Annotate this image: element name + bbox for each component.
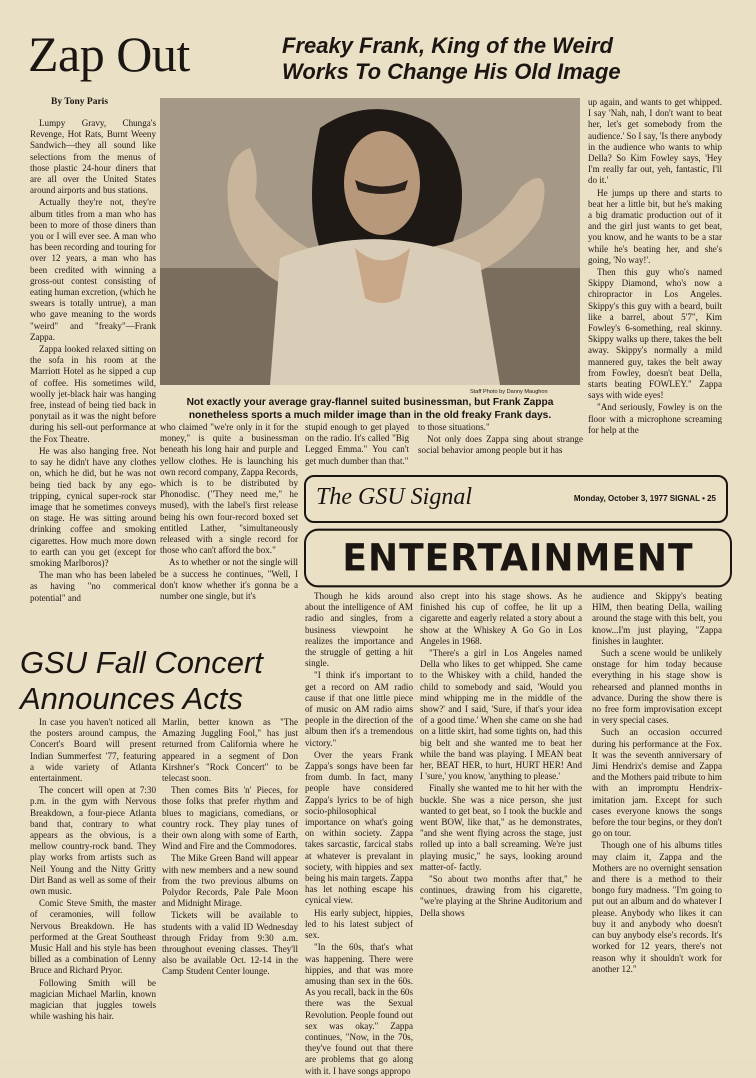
paragraph: In case you haven't noticed all the posters around campus, the Concert's Board will present Indian Summerfest '77, featuring a wide variety of Atlanta entertainment.	[30, 717, 156, 784]
headline-sub	[282, 33, 621, 85]
paragraph: Zappa looked relaxed sitting on the sofa in his room at the Marriott Hotel as he sipped a cup of coffee. His sometimes wild, woolly jet-black hair was hanging free, instead of being tied back in ponytail as it was the night before during his sell-out performance at the Fox Theatre.	[30, 344, 156, 444]
paragraph: stupid enough to get played on the radio. It's called "Big Legged Emma." You can't get much dumber than that."	[305, 422, 409, 466]
headline-main: Zap Out	[28, 26, 190, 82]
paragraph: Lumpy Gravy, Chunga's Revenge, Hot Rats, Burnt Weeny Sandwich—they all sound like selections from the menus of those plastic 24-hour diners that are all over the United States around airports and bus stations.	[30, 118, 156, 196]
paragraph: Though one of his albums titles may claim it, Zappa and the Mothers are no overnight sensation and there is a method to their bongo fury madness. "I'm going to put out an album and do whatever I please. Anybody who likes it can buy it and anybody who doesn't can buy anybody else's records. It's worked for 12 years, there's not reason why it shouldn't work for another 12."	[592, 840, 722, 974]
paragraph: Then comes Bits 'n' Pieces, for those folks that prefer rhythm and blues to magicians, comedians, or country rock. They play tunes of their own along with some of Earth, Wind and Fire and the Commodores.	[162, 785, 298, 852]
zappa-column-3-bottom	[305, 591, 413, 1078]
zappa-column-5-bottom	[592, 591, 722, 976]
paragraph: "In the 60s, that's what was happening. There were hippies, and that was more amusing than sex in the 60s. As you recall, back in the 60s there was the Sexual Revolution. People found out sex was okay." Zappa continues, "Now, in the 70s, they've found out that there are problems that go along with it. I have songs appropo	[305, 942, 413, 1076]
headline-sub-line2: Works To Change His Old Image	[282, 59, 621, 84]
paragraph: As to whether or not the single will be a success he continues, "Well, I don't know whether it's gonna be a number one single, but it's	[160, 557, 298, 602]
paragraph: Over the years Frank Zappa's songs have been far from dumb. In fact, many people have considered Zappa's lyrics to be of high socio-philosophical importance on what's going on within society. Zappa takes sarcastic, farcical stabs at whatever is prevalant in society, with hippies and sex being his main targets. Zappa has let nothing escape his cynical view.	[305, 749, 413, 906]
signal-box	[304, 475, 728, 523]
zappa-column-5-top	[588, 97, 722, 437]
headline-sub-line1: Freaky Frank, King of the Weird	[282, 33, 613, 58]
photo-caption-line2: nonetheless sports a much milder image than in the old freaky Frank days.	[188, 409, 552, 421]
paragraph: Tickets will be available to students with a valid ID Wednesday through Friday from 9:30 a.m. throughout evening classes. They'll also be available Oct. 12-14 in the Camp Student Center lounge.	[162, 910, 298, 977]
paragraph: Following Smith will be magician Michael Marlin, known magician that juggles towels while washing his hair.	[30, 977, 156, 1022]
zappa-photo-illustration	[160, 98, 580, 385]
paragraph: Not only does Zappa sing about strange social behavior among people but it has	[418, 434, 583, 456]
zappa-photo	[160, 98, 580, 385]
paragraph: His early subject, hippies, led to his latest subject of sex.	[305, 907, 413, 941]
photo-caption-line1: Not exactly your average gray-flannel suited businessman, but Frank Zappa	[186, 397, 554, 408]
paragraph: Comic Steve Smith, the master of ceramonies, will follow Nervous Breakdown. He has performed at the Great Southeast Music Hall and his style has been billed as a combination of Lenny Bruce and Richard Pryor.	[30, 898, 156, 976]
zappa-column-2	[160, 422, 298, 603]
paragraph: also crept into his stage shows. As he finished his cup of coffee, he lit up a cigarette and eagerly related a story about a show at the Whiskey A Go Go in Los Angeles in 1968.	[420, 591, 582, 646]
paragraph: He was also hanging free. Not to say he didn't have any clothes on, which he did, but he was not being tied back by any ego-tripping, cynical super-rock star image that he sometimes conveys on stage. He was sitting around drinking coffee and smoking cigarettes. How much more down to earth can you get (except for smoking Marlboros)?	[30, 445, 156, 568]
concert-headline-line2: Announces Acts	[20, 681, 243, 716]
zappa-column-1	[30, 118, 156, 605]
concert-headline	[20, 645, 300, 717]
concert-column-1	[30, 717, 156, 1023]
paragraph: audience and Skippy's beating HIM, then beating Della, wailing around the stage with this belt, you know...I'm just playing, "Zappa finishes in laughter.	[592, 591, 722, 646]
paragraph: Then this guy who's named Skippy Diamond, who's now a chiropractor in Los Angeles. Skippy's this guy with a beard, built like a barrel, about 5'7", Kim Fowley's 6-something, real skinny. Skippy walks up there, takes the belt away. Skippy's normally a mild mannered guy, takes the belt away from Fowley, doesn't beat Della, starts beating FOWLEY." Zappa says with wide eyes!	[588, 267, 722, 401]
photo-credit: Staff Photo by Danny Maughon	[470, 389, 548, 395]
section-title: ENTERTAINMENT	[304, 529, 732, 588]
paragraph: Finally she wanted me to hit her with the buckle. She was a nice person, she just wanted to get beat, so I took the buckle and went BOW, like that," as he demonstrates, "and she went flying across the stage, just rolled up into a ball screaming. We're just playing music," he says, looking around matter-of- factly.	[420, 783, 582, 872]
paragraph: to those situations."	[418, 422, 490, 432]
paragraph: The man who has been labeled as having "no commerical potential" and	[30, 570, 156, 603]
paragraph: Actually they're not, they're album titles from a man who has been to more of those diners than you or I will ever see. A man who has been recording and touring for over 12 years, a man who has been credited with winning a gross-out contest consisting of eating human excretion, (which he swears is totally untrue), a man who gave meaning to the words "weird" and "freaky"—Frank Zappa.	[30, 197, 157, 342]
photo-caption	[160, 397, 580, 422]
dateline: Monday, October 3, 1977 SIGNAL • 25	[573, 494, 716, 503]
paper-name: The GSU Signal	[316, 484, 472, 510]
paragraph: up again, and wants to get whipped. I say 'Nah, nah, I don't want to beat her, let's get somebody from the audience.' So I say, 'Is there anybody in the audience who wants to whip Della? So Kim Fowley says, 'Hey I'm really far out, yeh, fantastic, I'll do it.'	[588, 97, 722, 186]
paragraph: who claimed "we're only in it for the money," is quite a businessman beneath his long hair and purple and yellow clothes. He is launching his own record company, Zappa Records, which is to be distributed by Phonodisc. ("They need me," he mused), with the label's first release being his own four-record boxed set entitled Lather, "simultaneously released with a single record for those who can't afford the box."	[160, 422, 298, 556]
paragraph: The concert will open at 7:30 p.m. in the gym with Nervous Breakdown, a four-piece Atlanta band that, contrary to what appears as the obvious, is a mellow country-rock band. They play works from artists such as Neil Young and the Nitty Gritty Dirt Band as well as some of their own music.	[30, 785, 156, 897]
byline: By Tony Paris	[51, 97, 109, 107]
paragraph: Marlin, better known as "The Amazing Juggling Fool," has just returned from California where he appeared in a segment of Don Kirshner's "Rock Concert" to be telecast soon.	[162, 717, 298, 784]
paragraph: Though he kids around about the intelligence of AM radio and singles, from a business viewpoint he realizes the importance and the struggle of getting a hit single.	[305, 591, 413, 669]
concert-column-2	[162, 717, 298, 979]
paragraph: "So about two months after that," he continues, drawing from his cigarette, "we're playing at the Shrine Auditorium and Della shows	[420, 874, 582, 918]
zappa-column-4-top	[418, 422, 583, 458]
paragraph: He jumps up there and starts to beat her a little bit, but he's making a big dramatic production out of it and the girl just wants to get beat, you know, and he wants to be a star while he's beating her, and she's going, 'No way!'.	[588, 187, 722, 265]
section-masthead	[304, 475, 728, 587]
paragraph: "I think it's important to get a record on AM radio cause if that one little piece of music on AM radio aims people in the direction of the album then it's a tremendous victory."	[305, 670, 413, 748]
paragraph: "And seriously, Fowley is on the floor with a microphone screaming for help at the	[588, 402, 722, 435]
paragraph: "There's a girl in Los Angeles named Della who likes to get whipped. She came to the Whiskey with a child, handed the child to somebody and said, 'Would you mind whipping me in the middle of the show?' and I said, 'Sure, if that's your idea of a good time.' When she came on she had on a little skirt, had some tights on, had this big belt and she wanted me to beat her while the band was playing. I MEAN beat her, BEAT HER, to hurt, HURT HER! And I 'sure,' you know, 'anything to please.'	[420, 648, 582, 782]
paragraph: The Mike Green Band will appear with new members and a new sound from the two previous albums on Polydor Records, Pale Pale Moon and Midnight Mirage.	[162, 853, 298, 909]
zappa-column-3-top	[305, 422, 409, 468]
paragraph: Such a scene would be unlikely onstage for him today because everything in his stage show is rehearsed and planned months in advance. During the show there is no free form improvisation except in very special cases.	[592, 648, 722, 726]
paragraph: Such an occasion occurred during his performance at the Fox. It was the seventh anniversary of Jimi Hendrix's demise and Zappa and the Mothers paid tribute to him with an impromptu Hendrix-imitation jam. Except for such cases everyone knows the songs before the tour begins, or they don't go on tour.	[592, 727, 722, 839]
concert-headline-line1: GSU Fall Concert	[20, 645, 263, 680]
zappa-column-4-bottom	[420, 591, 582, 920]
